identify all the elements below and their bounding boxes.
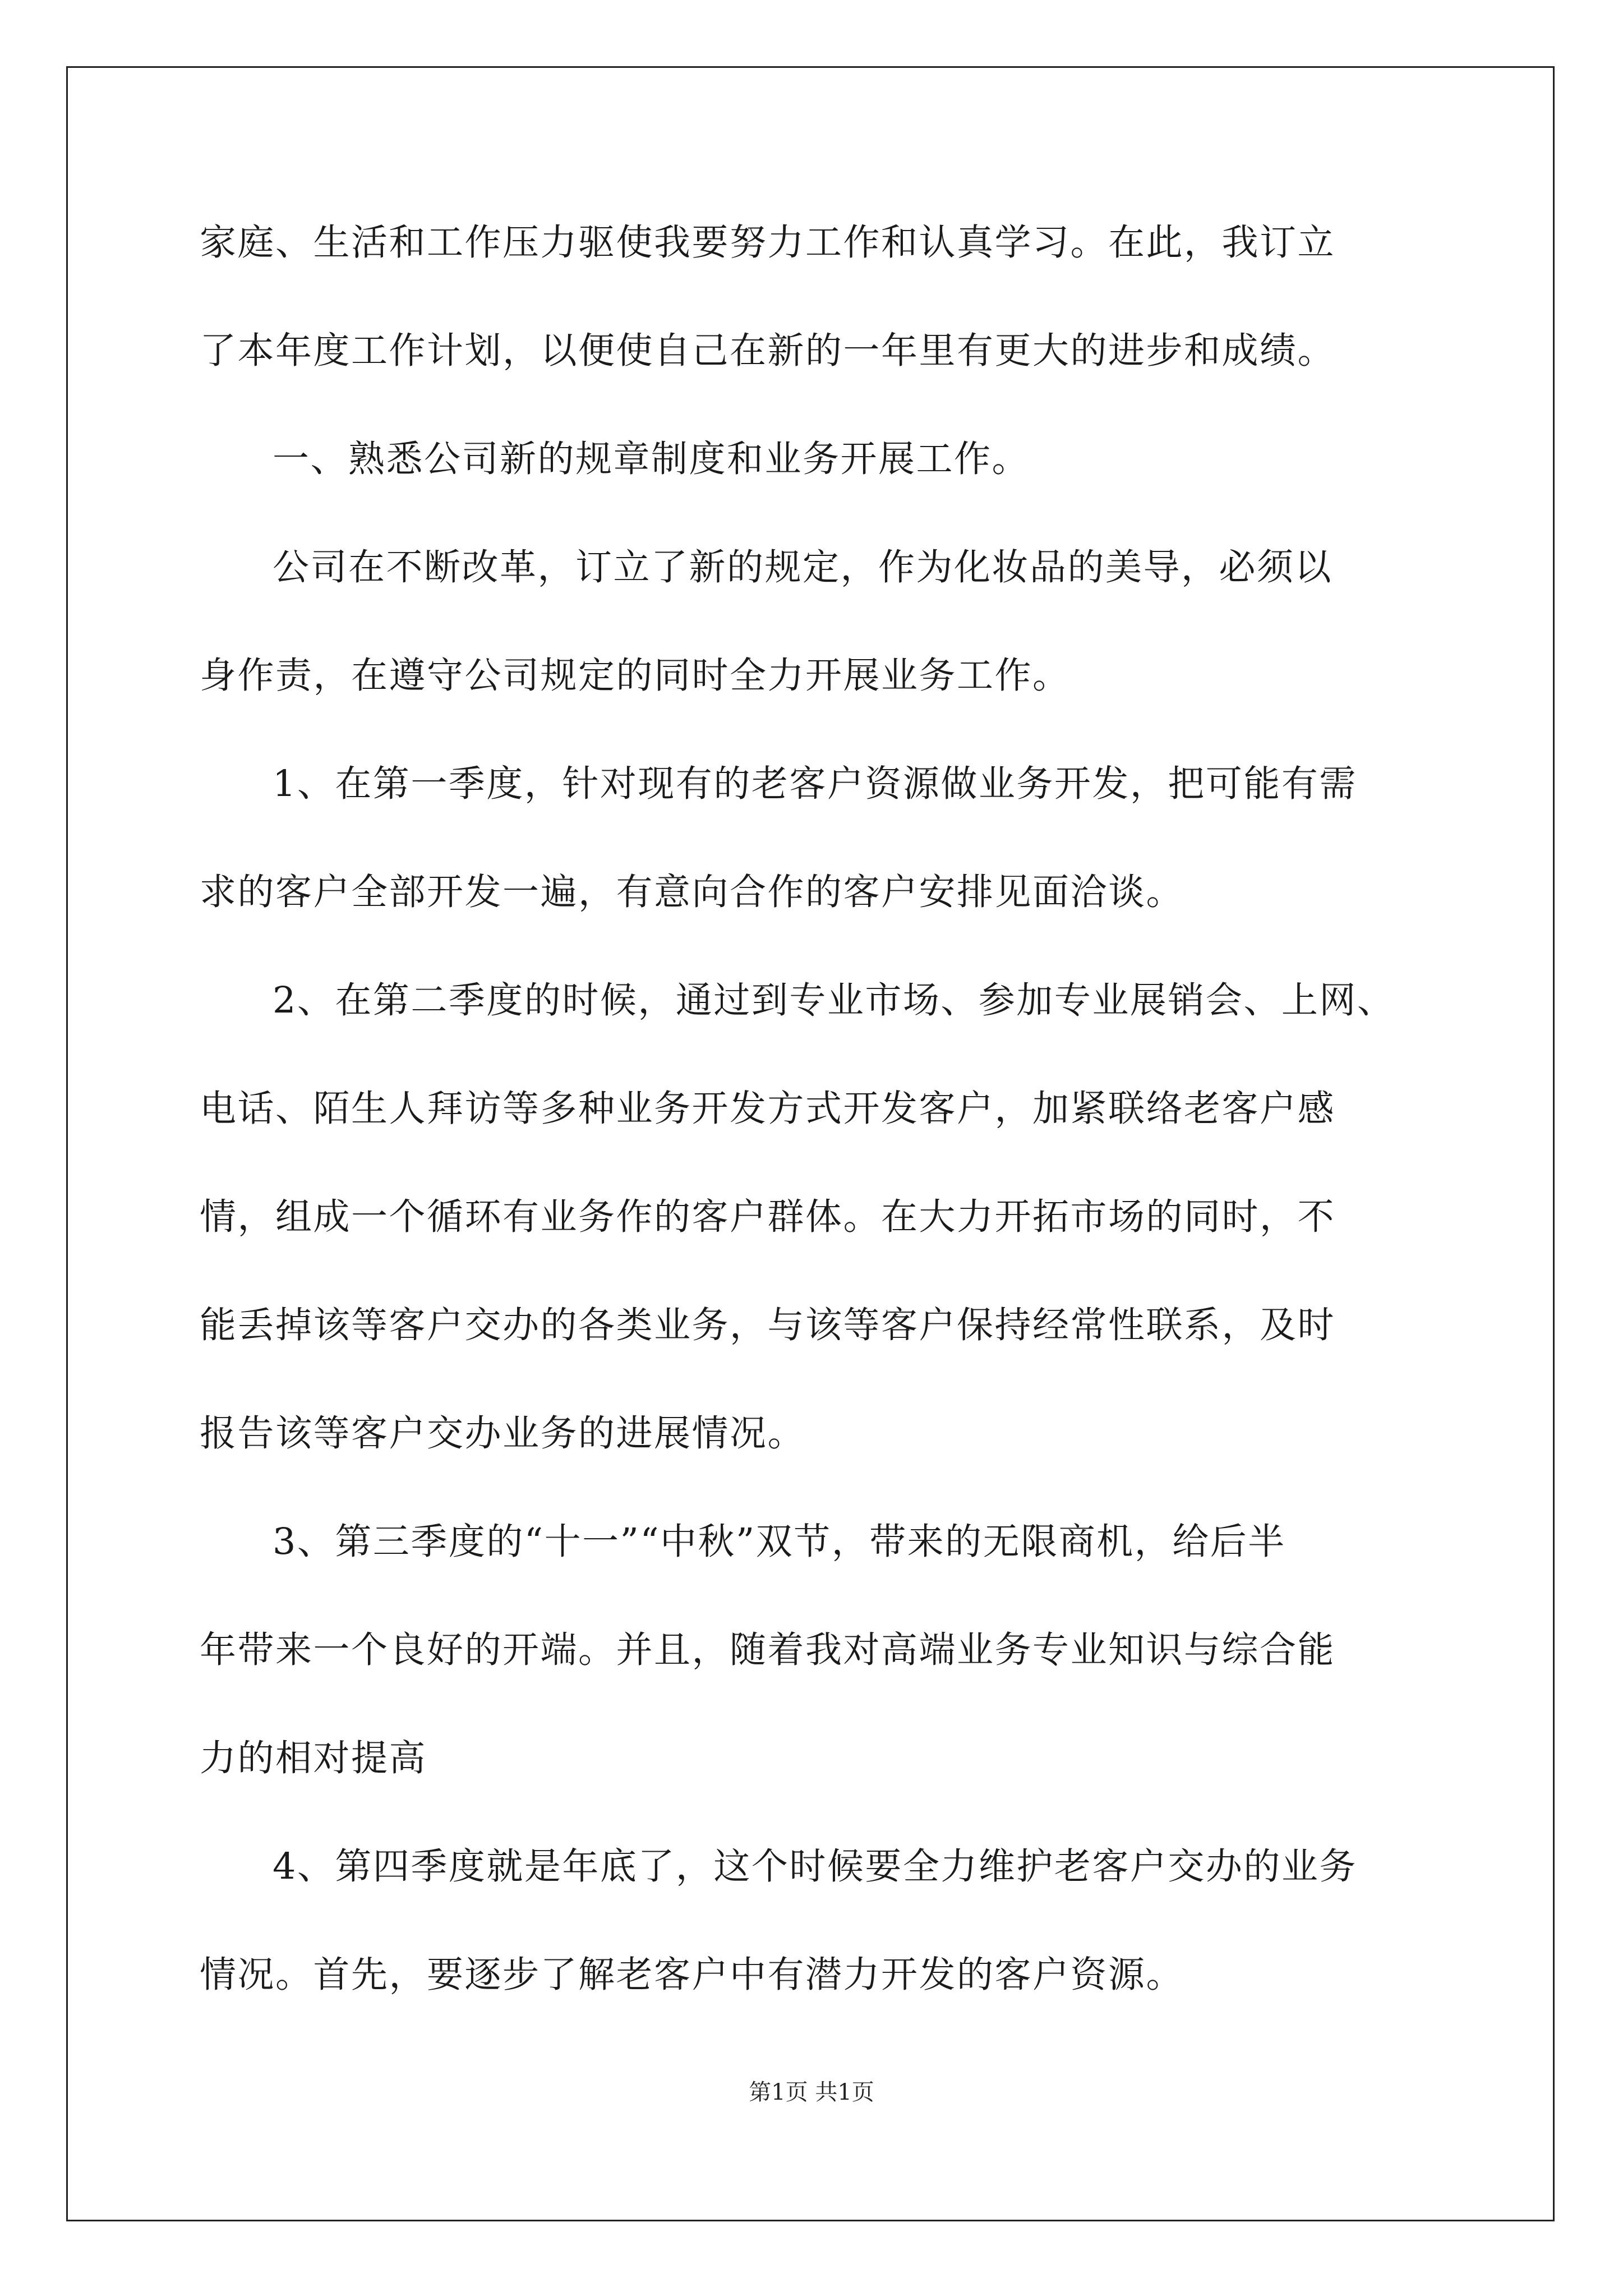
text-line: 2、在第二季度的时候，通过到专业市场、参加专业展销会、上网、	[273, 979, 1395, 1022]
text-line: 报告该等客户交办业务的进展情况。	[200, 1412, 806, 1455]
text-line: 力的相对提高	[200, 1737, 427, 1779]
text-line: 情，组成一个循环有业务作的客户群体。在大力开拓市场的同时，不	[200, 1196, 1336, 1238]
text-line: 身作责，在遵守公司规定的同时全力开展业务工作。	[200, 655, 1071, 697]
text-line: 情况。首先，要逐步了解老客户中有潜力开发的客户资源。	[200, 1954, 1184, 1996]
text-line: 能丢掉该等客户交办的各类业务，与该等客户保持经常性联系，及时	[200, 1304, 1336, 1346]
section-heading: 一、熟悉公司新的规章制度和业务开展工作。	[273, 438, 1030, 480]
text-line: 公司在不断改革，订立了新的规定，作为化妆品的美导，必须以	[273, 546, 1333, 588]
text-line: 家庭、生活和工作压力驱使我要努力工作和认真学习。在此，我订立	[200, 222, 1336, 264]
document-body	[200, 216, 1422, 2056]
text-line: 了本年度工作计划，以便使自己在新的一年里有更大的进步和成绩。	[200, 330, 1336, 372]
text-line: 4、第四季度就是年底了，这个时候要全力维护老客户交办的业务	[273, 1846, 1357, 1888]
text-line: 电话、陌生人拜访等多种业务开发方式开发客户，加紧联络老客户感	[200, 1088, 1336, 1130]
page-number-footer: 第1页 共1页	[749, 2079, 874, 2105]
text-line: 求的客户全部开发一遍，有意向合作的客户安排见面洽谈。	[200, 871, 1184, 913]
text-line: 3、第三季度的“十一”“中秋”双节，带来的无限商机，给后半	[273, 1521, 1286, 1563]
text-line: 年带来一个良好的开端。并且，随着我对高端业务专业知识与综合能	[200, 1629, 1336, 1671]
text-line: 1、在第一季度，针对现有的老客户资源做业务开发，把可能有需	[273, 763, 1357, 805]
